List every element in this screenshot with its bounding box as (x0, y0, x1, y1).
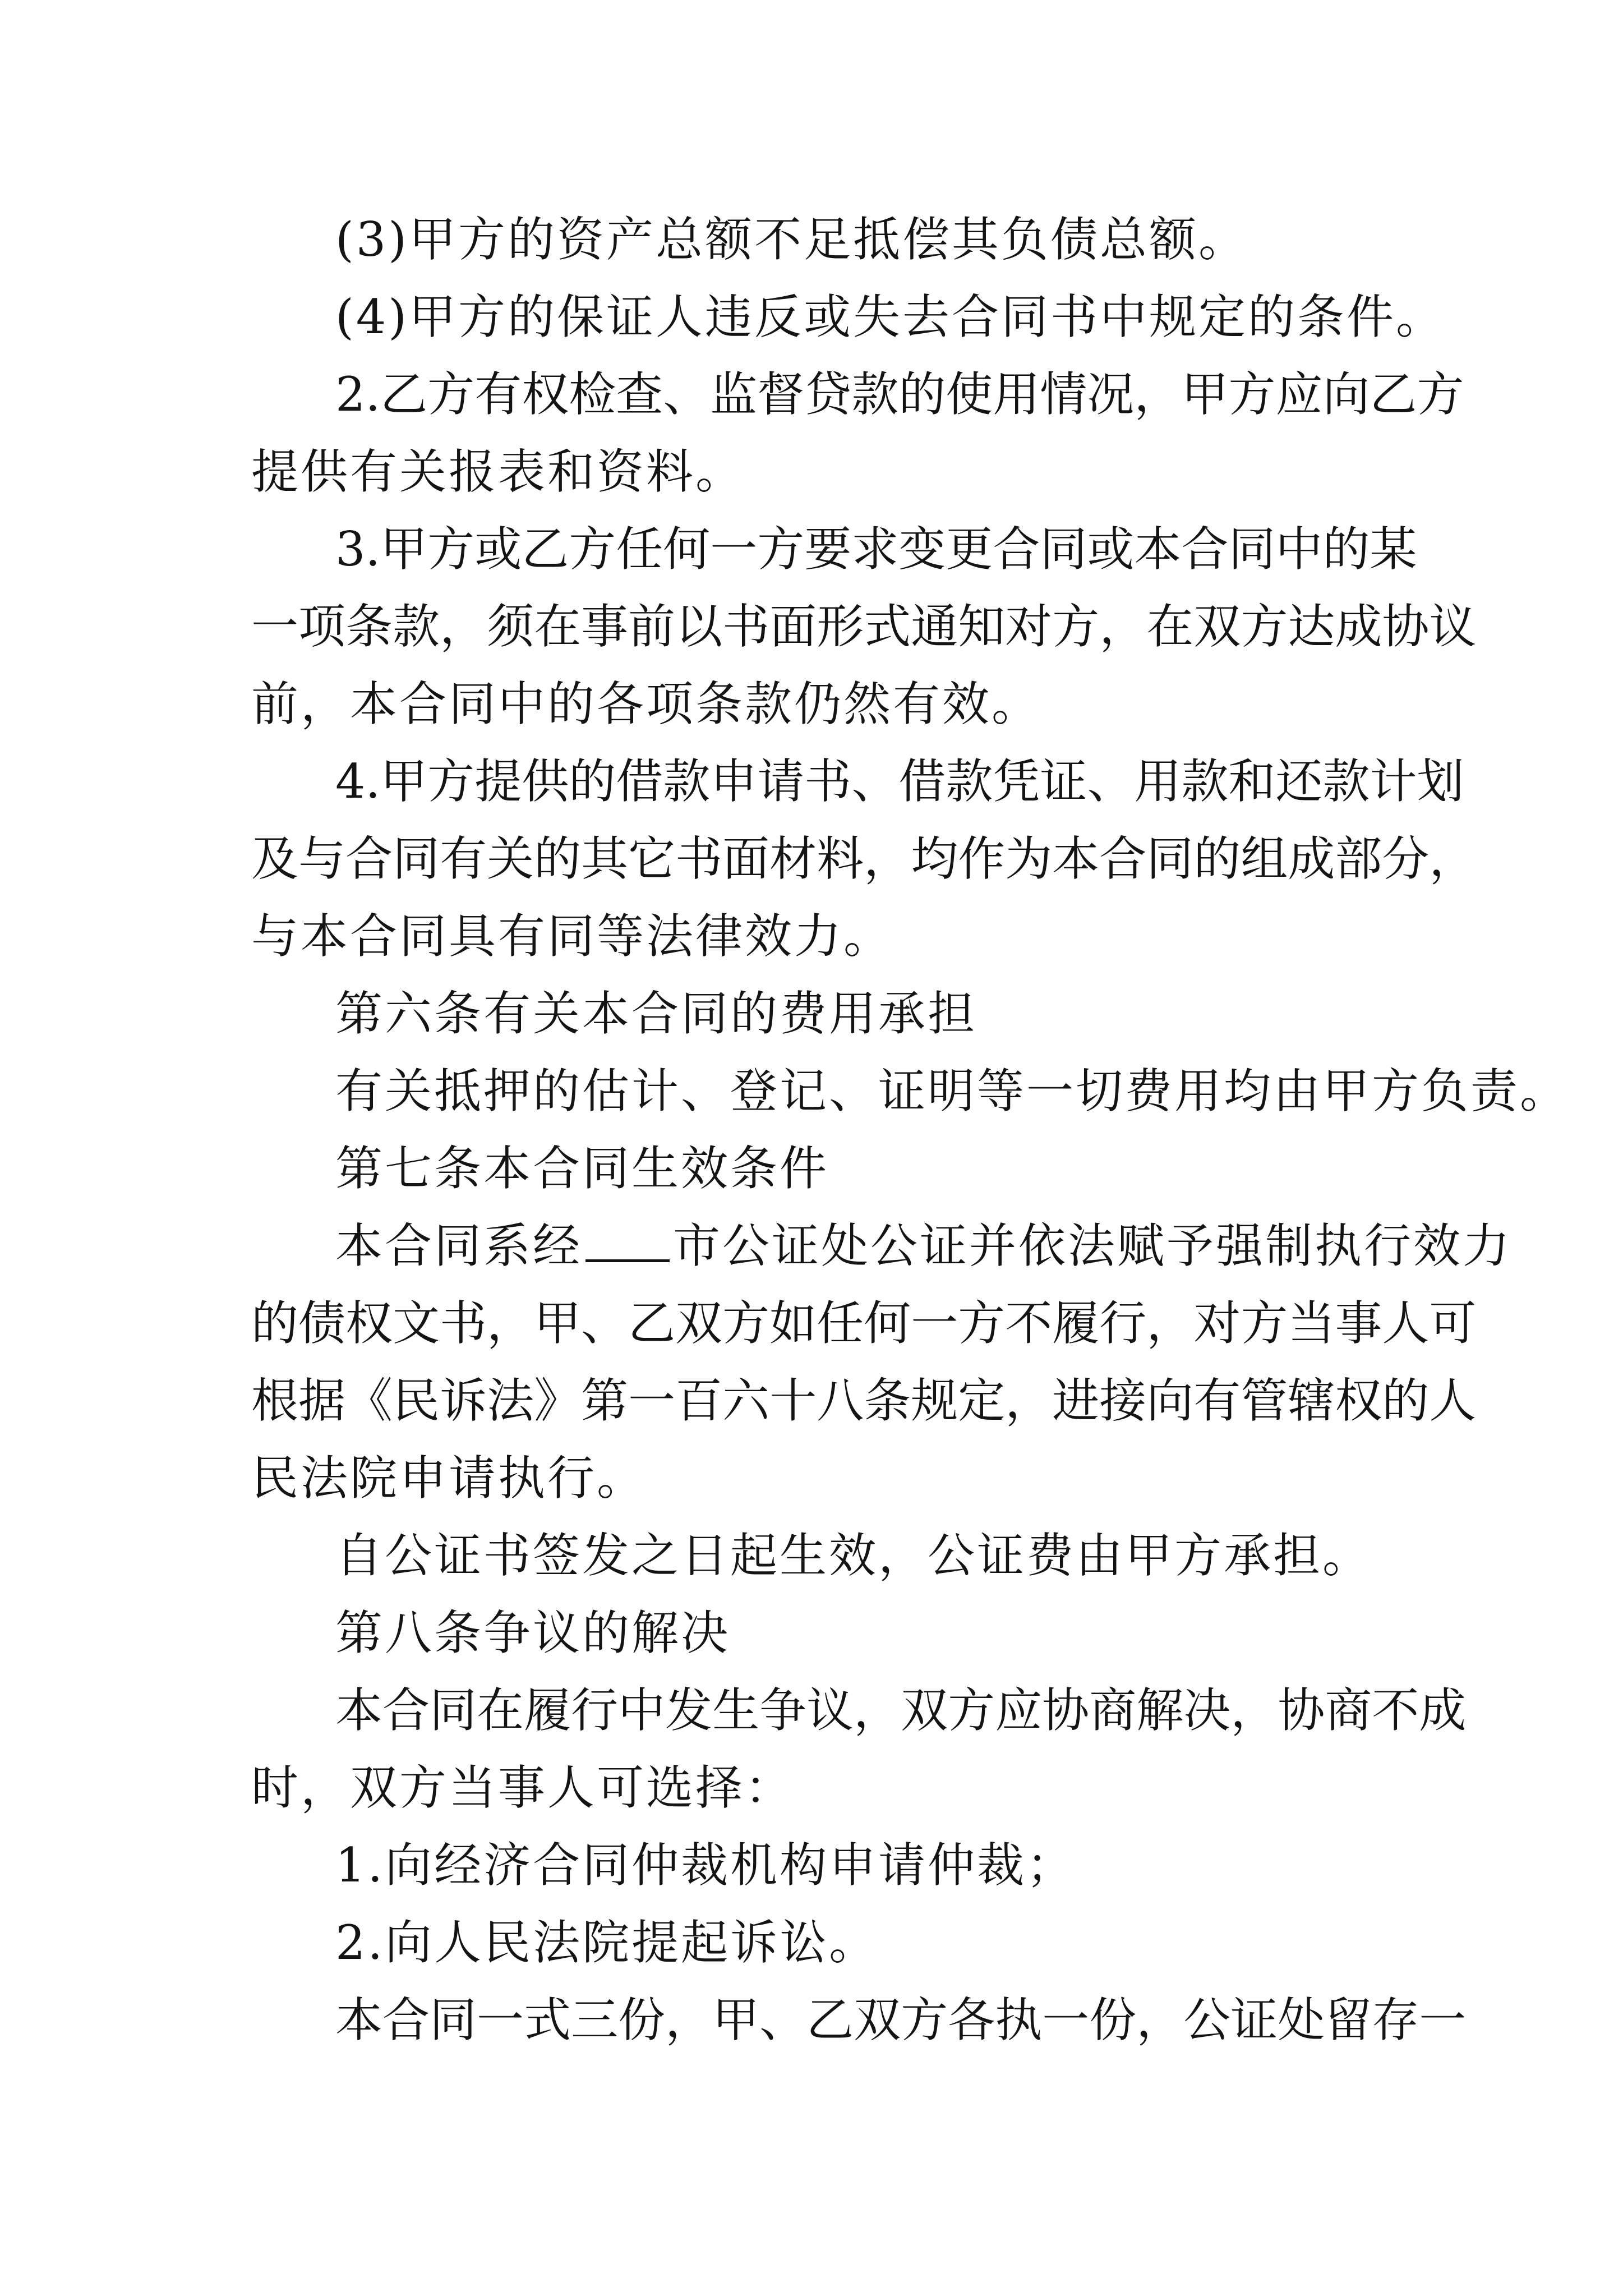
text-line (251, 596, 1477, 657)
glyph: 议 (1429, 599, 1477, 654)
glyph: 协 (1042, 1683, 1090, 1738)
glyph: 事 (581, 599, 629, 654)
text-line: 与本合同具有同等法律效力。 (251, 909, 893, 964)
glyph: 计 (1370, 754, 1417, 809)
glyph: 查 (616, 367, 663, 422)
text-line (335, 518, 1417, 580)
glyph: 八 (817, 1373, 864, 1428)
glyph: 第 (581, 1373, 629, 1428)
glyph: 本 (335, 1993, 383, 2047)
glyph: ， (1146, 1296, 1194, 1351)
glyph: 当 (1288, 1296, 1335, 1351)
glyph: 辖 (1288, 1373, 1335, 1428)
glyph: 在 (1146, 599, 1194, 654)
glyph: . (365, 522, 381, 577)
glyph: 方 (427, 522, 475, 577)
glyph: 料 (817, 831, 864, 886)
glyph: 商 (1089, 1683, 1137, 1738)
glyph: 对 (1193, 1296, 1241, 1351)
glyph: 方 (1228, 367, 1276, 422)
text-line (335, 1989, 1467, 2051)
glyph: 乙 (1370, 367, 1417, 422)
glyph: 可 (1429, 1296, 1477, 1351)
glyph: 方 (427, 754, 475, 809)
glyph: 争 (759, 1683, 807, 1738)
glyph: 文 (393, 1296, 440, 1351)
glyph: 乙 (522, 522, 569, 577)
glyph: 同 (430, 1683, 477, 1738)
fill-in-blank (585, 1217, 670, 1262)
glyph: 公 (1183, 1993, 1231, 2047)
glyph: 双 (854, 1993, 901, 2047)
glyph: 的 (1193, 831, 1241, 886)
glyph: 形 (817, 599, 864, 654)
glyph: 百 (675, 1373, 723, 1428)
glyph: 某 (1370, 522, 1417, 577)
glyph: 申 (710, 754, 758, 809)
glyph: 发 (665, 1683, 713, 1738)
text-line: 民法院申请执行。 (251, 1451, 647, 1506)
glyph: 的 (1382, 1373, 1430, 1428)
text-line (335, 1215, 1512, 1277)
glyph: 用 (993, 367, 1040, 422)
glyph: 执 (995, 1993, 1043, 2047)
glyph: 有 (1193, 1373, 1241, 1428)
glyph: 方 (569, 522, 616, 577)
glyph: ， (665, 1993, 713, 2047)
glyph: 决 (1183, 1683, 1231, 1738)
glyph: 合 (1181, 522, 1229, 577)
glyph: ， (1230, 1683, 1278, 1738)
glyph: 诉 (440, 1373, 487, 1428)
glyph: 议 (806, 1683, 854, 1738)
glyph: 在 (534, 599, 582, 654)
list-item: 1.向经济合同仲裁机构申请仲裁； (335, 1838, 1076, 1893)
glyph: 为 (1005, 831, 1053, 886)
glyph: ， (1134, 367, 1182, 422)
glyph: . (365, 367, 381, 422)
glyph: 书 (675, 831, 723, 886)
glyph: 检 (569, 367, 616, 422)
glyph: 及 (251, 831, 299, 886)
glyph: 条 (345, 599, 393, 654)
glyph: 定 (958, 1373, 1006, 1428)
glyph: 人 (1382, 1296, 1430, 1351)
glyph: 提 (474, 754, 522, 809)
glyph: 方 (1417, 367, 1464, 422)
glyph: 与 (298, 831, 346, 886)
glyph: 留 (1325, 1993, 1372, 2047)
glyph: 债 (298, 1296, 346, 1351)
glyph: 据 (298, 1373, 346, 1428)
glyph: ， (1136, 1993, 1184, 2047)
glyph: 本 (1052, 831, 1100, 886)
glyph: 3 (335, 522, 366, 577)
text-line (251, 1292, 1477, 1354)
glyph: 材 (769, 831, 817, 886)
glyph: 履 (1052, 1296, 1100, 1351)
glyph: 合 (382, 1683, 430, 1738)
glyph: 甲 (712, 1993, 760, 2047)
glyph: 合 (345, 831, 393, 886)
glyph: 合 (993, 522, 1040, 577)
glyph: 不 (1005, 1296, 1053, 1351)
text-line (335, 751, 1464, 812)
glyph: 不 (1372, 1683, 1419, 1738)
glyph: 方 (1241, 599, 1288, 654)
glyph: 《 (345, 1373, 393, 1428)
glyph: 份 (618, 1993, 666, 2047)
glyph: 处 (1278, 1993, 1325, 2047)
glyph: 借 (616, 754, 663, 809)
glyph: 条 (864, 1373, 911, 1428)
glyph: 方 (722, 1296, 770, 1351)
text-line: 自公证书签发之日起生效，公证费由甲方承担。 (335, 1528, 1372, 1583)
glyph: 、 (663, 367, 711, 422)
glyph: 民 (393, 1373, 440, 1428)
glyph: 达 (1288, 599, 1335, 654)
glyph: 求 (851, 522, 899, 577)
glyph: 任 (817, 1296, 864, 1351)
glyph: 双 (901, 1683, 948, 1738)
glyph: 规 (911, 1373, 958, 1428)
glyph: 的 (251, 1296, 299, 1351)
glyph: 一 (477, 1993, 524, 2047)
glyph: 面 (722, 831, 770, 886)
glyph: 借 (898, 754, 946, 809)
section-heading: 第八条争议的解决 (335, 1605, 731, 1660)
glyph: 凭 (993, 754, 1040, 809)
glyph: 或 (1087, 522, 1135, 577)
glyph: 关 (487, 831, 534, 886)
list-item: 2.向人民法院提起诉讼。 (335, 1915, 879, 1970)
glyph: 管 (1241, 1373, 1288, 1428)
glyph: 六 (722, 1373, 770, 1428)
glyph: 式 (864, 599, 911, 654)
glyph: 和 (1228, 754, 1276, 809)
text-line: 前，本合同中的各项条款仍然有效。 (251, 677, 1041, 731)
glyph: 使 (946, 367, 993, 422)
glyph: 有 (440, 831, 487, 886)
glyph: 方 (1241, 1296, 1288, 1351)
text-line (335, 364, 1464, 425)
glyph: 分 (1382, 831, 1430, 886)
glyph: 更 (946, 522, 993, 577)
glyph: 款 (663, 754, 711, 809)
glyph: 方 (958, 1296, 1006, 1351)
glyph: 何 (663, 522, 711, 577)
glyph: 贷 (804, 367, 852, 422)
glyph: 同 (430, 1993, 477, 2047)
glyph: 解 (1136, 1683, 1184, 1738)
glyph: 一 (1419, 1993, 1467, 2047)
glyph: 向 (1322, 367, 1370, 422)
glyph: 须 (487, 599, 534, 654)
glyph: 进 (1052, 1373, 1100, 1428)
glyph: 划 (1417, 754, 1464, 809)
glyph: 4 (335, 754, 366, 809)
glyph: ， (864, 831, 911, 886)
glyph: 合 (1099, 831, 1147, 886)
glyph: 十 (769, 1373, 817, 1428)
glyph: 行 (1099, 1296, 1147, 1351)
glyph: 要 (804, 522, 852, 577)
glyph: 履 (524, 1683, 571, 1738)
glyph: 甲 (380, 754, 428, 809)
glyph: 应 (995, 1683, 1043, 1738)
glyph: 存 (1372, 1993, 1419, 2047)
glyph: 均 (911, 831, 958, 886)
glyph: 款 (946, 754, 993, 809)
glyph: 权 (522, 367, 569, 422)
glyph: 事 (1335, 1296, 1382, 1351)
glyph: ， (440, 599, 487, 654)
glyph: 行 (571, 1683, 619, 1738)
glyph: 权 (1335, 1373, 1382, 1428)
glyph: 甲 (534, 1296, 582, 1351)
glyph: 的 (534, 831, 582, 886)
glyph: 双 (1193, 599, 1241, 654)
glyph: 用 (1134, 754, 1182, 809)
glyph: 一 (911, 1296, 958, 1351)
glyph: 供 (522, 754, 569, 809)
glyph: 任 (616, 522, 663, 577)
glyph: 以 (675, 599, 723, 654)
glyph: 请 (757, 754, 805, 809)
glyph: 款 (1181, 754, 1229, 809)
glyph: 证 (1230, 1993, 1278, 2047)
text-line: 有关抵押的估计、登记、证明等一切费用均由甲方负责。 (335, 1064, 1570, 1119)
glyph: 同 (393, 831, 440, 886)
glyph: 人 (1429, 1373, 1477, 1428)
glyph: 权 (345, 1296, 393, 1351)
glyph: 书 (440, 1296, 487, 1351)
glyph: 乙 (380, 367, 428, 422)
glyph: 证 (1040, 754, 1087, 809)
glyph: 同 (1146, 831, 1194, 886)
text-line (251, 828, 1477, 890)
glyph: 面 (769, 599, 817, 654)
glyph: 款 (393, 599, 440, 654)
glyph: 三 (571, 1993, 619, 2047)
glyph: 款 (851, 367, 899, 422)
glyph: 的 (898, 367, 946, 422)
glyph: 》 (534, 1373, 582, 1428)
glyph: 双 (675, 1296, 723, 1351)
glyph: 督 (757, 367, 805, 422)
glyph: 式 (524, 1993, 571, 2047)
glyph: 一 (710, 522, 758, 577)
text-fragment: 本合同系经 (335, 1218, 583, 1273)
glyph: ， (487, 1296, 534, 1351)
glyph: ， (1005, 1373, 1053, 1428)
text-line: (4)甲方的保证人违反或失去合同书中规定的条件。 (335, 289, 1445, 344)
glyph: 的 (569, 754, 616, 809)
text-line: 时，双方当事人可选择： (251, 1760, 795, 1815)
glyph: 方 (901, 1993, 948, 2047)
glyph: 对 (1005, 599, 1053, 654)
glyph: 方 (757, 522, 805, 577)
glyph: 如 (769, 1296, 817, 1351)
glyph: 生 (712, 1683, 760, 1738)
glyph: 合 (382, 1993, 430, 2047)
glyph: 其 (581, 831, 629, 886)
glyph: 一 (628, 1373, 676, 1428)
glyph: . (365, 754, 381, 809)
glyph: 向 (1146, 1373, 1194, 1428)
glyph: 作 (958, 831, 1006, 886)
glyph: 、 (581, 1296, 629, 1351)
section-heading: 第七条本合同生效条件 (335, 1141, 829, 1196)
glyph: 法 (487, 1373, 534, 1428)
glyph: 同 (1040, 522, 1087, 577)
glyph: 、 (1087, 754, 1135, 809)
glyph: ， (1099, 599, 1147, 654)
glyph: 接 (1099, 1373, 1147, 1428)
glyph: 的 (1322, 522, 1370, 577)
glyph: 本 (335, 1683, 383, 1738)
glyph: 项 (298, 599, 346, 654)
glyph: 一 (251, 599, 299, 654)
glyph: 方 (948, 1683, 995, 1738)
glyph: 甲 (380, 522, 428, 577)
section-heading: 第六条有关本合同的费用承担 (335, 986, 978, 1041)
glyph: 况 (1087, 367, 1135, 422)
glyph: 款 (1322, 754, 1370, 809)
glyph: 一 (1042, 1993, 1090, 2047)
glyph: 协 (1278, 1683, 1325, 1738)
text-line (251, 1370, 1477, 1432)
glyph: 方 (1052, 599, 1100, 654)
glyph: 情 (1040, 367, 1087, 422)
glyph: 方 (427, 367, 475, 422)
glyph: 或 (474, 522, 522, 577)
glyph: 应 (1275, 367, 1323, 422)
glyph: 、 (759, 1993, 807, 2047)
glyph: 部 (1335, 831, 1382, 886)
glyph: 甲 (1181, 367, 1229, 422)
glyph: 它 (628, 831, 676, 886)
glyph: 知 (958, 599, 1006, 654)
glyph: 书 (804, 754, 852, 809)
glyph: 根 (251, 1373, 299, 1428)
glyph: 中 (1275, 522, 1323, 577)
glyph: 协 (1382, 599, 1430, 654)
glyph: 商 (1325, 1683, 1372, 1738)
text-line: (3)甲方的资产总额不足抵偿其负债总额。 (335, 212, 1248, 267)
text-line: 提供有关报表和资料。 (251, 444, 745, 499)
text-fragment: 市公证处公证并依法赋予强制执行效力 (673, 1218, 1513, 1273)
glyph: 同 (1228, 522, 1276, 577)
glyph: 前 (628, 599, 676, 654)
glyph: 各 (948, 1993, 995, 2047)
glyph: 乙 (806, 1993, 854, 2047)
glyph: 成 (1419, 1683, 1467, 1738)
glyph: 监 (710, 367, 758, 422)
glyph: 本 (1134, 522, 1182, 577)
glyph: ， (854, 1683, 901, 1738)
glyph: 乙 (628, 1296, 676, 1351)
glyph: 份 (1089, 1993, 1137, 2047)
glyph: 书 (722, 599, 770, 654)
glyph: 2 (335, 367, 366, 422)
glyph: ， (1429, 831, 1477, 886)
glyph: 成 (1288, 831, 1335, 886)
text-line (335, 1680, 1467, 1741)
glyph: 变 (898, 522, 946, 577)
glyph: 成 (1335, 599, 1382, 654)
glyph: 在 (477, 1683, 524, 1738)
glyph: 、 (851, 754, 899, 809)
glyph: 有 (474, 367, 522, 422)
glyph: 还 (1275, 754, 1323, 809)
glyph: 通 (911, 599, 958, 654)
glyph: 组 (1241, 831, 1288, 886)
glyph: 中 (618, 1683, 666, 1738)
glyph: 何 (864, 1296, 911, 1351)
